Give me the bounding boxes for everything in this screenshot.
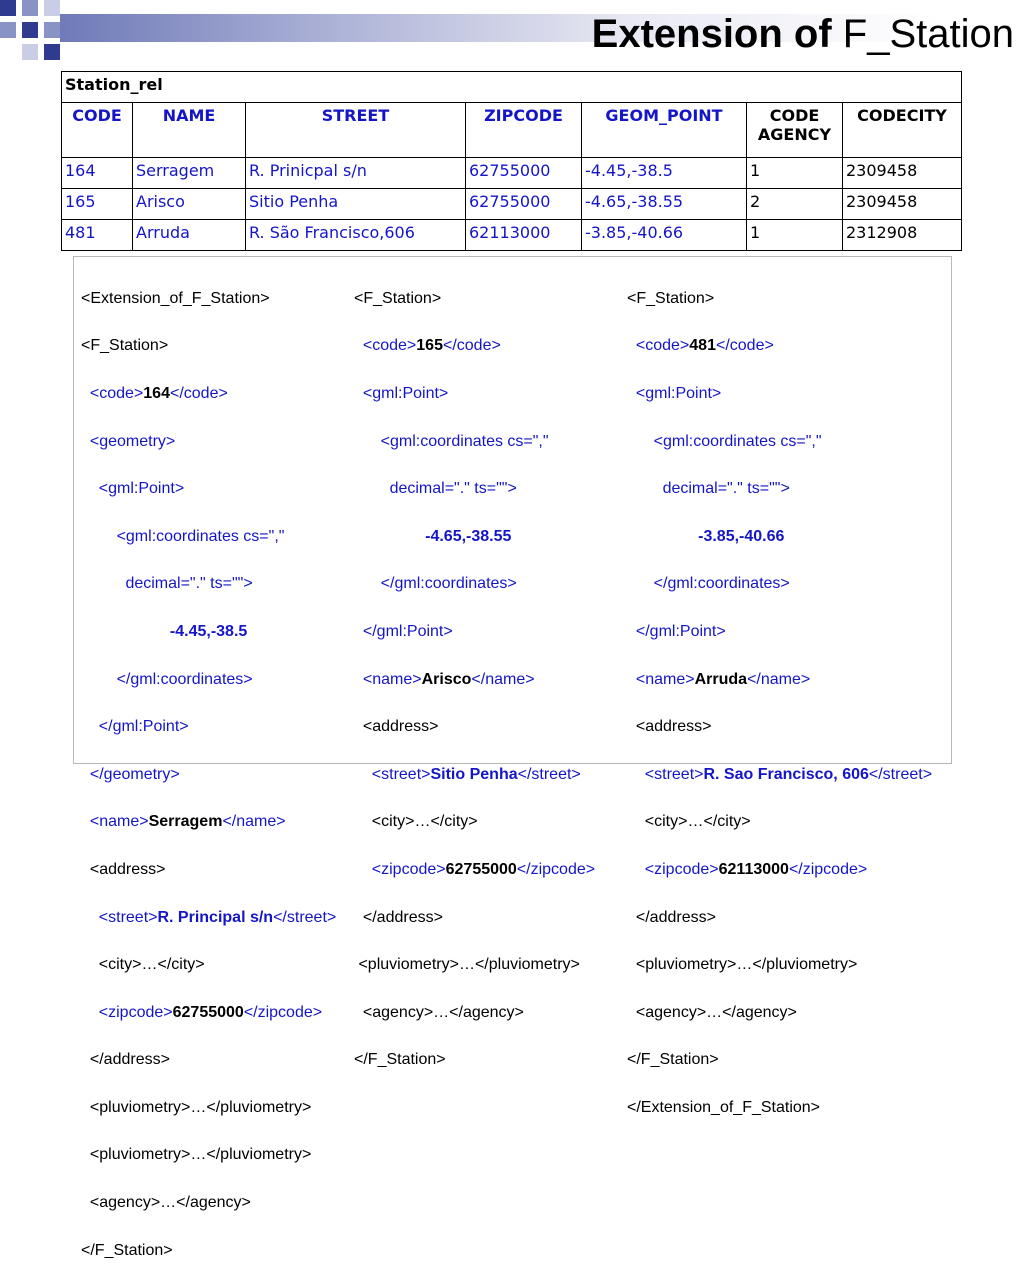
xml-line (627, 477, 932, 501)
xml-line (81, 763, 336, 787)
xml-token: 62755000 (445, 860, 517, 878)
xml-token: -4.65,-38.55 (425, 527, 512, 545)
xml-token: </code> (715, 337, 774, 355)
xml-token: <F_Station> (627, 289, 715, 307)
xml-token: <agency>…</agency> (89, 1194, 251, 1212)
column-header: ZIPCODE (466, 103, 582, 158)
xml-token: <gml:coordinates cs="," (653, 432, 822, 450)
xml-column-serragem (81, 263, 336, 1286)
xml-line (627, 620, 932, 644)
xml-token: </gml:coordinates> (653, 575, 790, 593)
table-cell: -3.85,-40.66 (582, 220, 747, 251)
xml-token: <pluviometry>…</pluviometry> (358, 956, 580, 974)
xml-line (81, 382, 336, 406)
xml-line (81, 1048, 336, 1072)
xml-token: <code> (635, 337, 690, 355)
xml-token: <gml:coordinates cs="," (116, 527, 285, 545)
xml-line (81, 810, 336, 834)
xml-token: Arruda (694, 670, 748, 688)
xml-token: <geometry> (89, 432, 176, 450)
xml-line (627, 334, 932, 358)
xml-line (627, 810, 932, 834)
xml-line (627, 953, 932, 977)
xml-line (81, 858, 336, 882)
xml-token: <city>…</city> (98, 956, 205, 974)
xml-token: </street> (517, 765, 581, 783)
xml-column-arruda (627, 263, 932, 1143)
xml-token: </name> (471, 670, 535, 688)
xml-line (354, 1048, 595, 1072)
column-header: CODECITY (843, 103, 962, 158)
xml-line (354, 810, 595, 834)
xml-token: <name> (362, 670, 422, 688)
column-header (747, 103, 843, 158)
xml-line (354, 382, 595, 406)
xml-token: <gml:Point> (362, 384, 449, 402)
xml-line (627, 525, 932, 549)
xml-token: 165 (416, 337, 443, 355)
table-cell: -4.45,-38.5 (582, 158, 747, 189)
xml-token: </name> (222, 813, 286, 831)
deco-square (0, 0, 16, 16)
xml-token: </address> (635, 908, 716, 926)
xml-token: <gml:Point> (635, 384, 722, 402)
xml-token: <street> (98, 908, 158, 926)
xml-token: <city>…</city> (371, 813, 478, 831)
table-cell: 1 (747, 158, 843, 189)
table-cell: 2 (747, 189, 843, 220)
xml-token: </name> (747, 670, 811, 688)
table-header-row (62, 103, 962, 158)
table-cell: 62755000 (466, 158, 582, 189)
column-header: CODE (62, 103, 133, 158)
xml-token: <name> (635, 670, 695, 688)
table-cell: 481 (62, 220, 133, 251)
table-row (62, 220, 962, 251)
xml-token: <pluviometry>…</pluviometry> (89, 1098, 312, 1116)
xml-token: </gml:Point> (362, 622, 453, 640)
xml-line (81, 334, 336, 358)
xml-line (354, 287, 595, 311)
xml-token: decimal="." ts=""> (389, 480, 517, 498)
xml-token: 481 (689, 337, 716, 355)
xml-token: </gml:Point> (98, 718, 189, 736)
xml-token: <address> (635, 718, 712, 736)
column-header: GEOM_POINT (582, 103, 747, 158)
xml-token: <gml:Point> (98, 480, 185, 498)
table-cell: Arruda (133, 220, 246, 251)
deco-square (0, 22, 16, 38)
xml-token: <Extension_of_F_Station> (81, 289, 270, 307)
table-cell: 1 (747, 220, 843, 251)
xml-token: <agency>…</agency> (635, 1003, 797, 1021)
xml-token: <street> (644, 765, 704, 783)
xml-token: 62755000 (172, 1003, 244, 1021)
xml-line (81, 620, 336, 644)
xml-token: decimal="." ts=""> (125, 575, 253, 593)
xml-token: <name> (89, 813, 149, 831)
xml-column-arisco (354, 263, 595, 1096)
table-cell: Arisco (133, 189, 246, 220)
xml-line (354, 334, 595, 358)
table-cell: Serragem (133, 158, 246, 189)
xml-line (81, 715, 336, 739)
slide-title (592, 12, 1014, 57)
xml-token: <F_Station> (81, 337, 169, 355)
table-cell: R. São Francisco,606 (246, 220, 466, 251)
xml-line (354, 620, 595, 644)
xml-token: </street> (273, 908, 337, 926)
header-word: CODE (769, 106, 820, 125)
xml-token: </zipcode> (516, 860, 596, 878)
xml-token: </gml:coordinates> (380, 575, 517, 593)
xml-line (354, 858, 595, 882)
xml-token: </zipcode> (788, 860, 868, 878)
xml-token: <F_Station> (354, 289, 442, 307)
deco-square (22, 22, 38, 38)
xml-token: </code> (442, 337, 501, 355)
xml-token: Serragem (148, 813, 223, 831)
xml-token: </F_Station> (354, 1051, 446, 1069)
table-cell: R. Prinicpal s/n (246, 158, 466, 189)
xml-line (81, 287, 336, 311)
table-cell: 2312908 (843, 220, 962, 251)
xml-line (354, 763, 595, 787)
xml-line (81, 906, 336, 930)
deco-square (22, 0, 38, 16)
xml-token: </gml:coordinates> (116, 670, 253, 688)
xml-token: </F_Station> (627, 1051, 719, 1069)
xml-token: 164 (143, 384, 170, 402)
deco-square (44, 0, 60, 16)
xml-token: R. Principal s/n (157, 908, 274, 926)
xml-token: <gml:coordinates cs="," (380, 432, 549, 450)
table-cell: 165 (62, 189, 133, 220)
xml-line (354, 572, 595, 596)
xml-token: </zipcode> (243, 1003, 323, 1021)
xml-token: decimal="." ts=""> (662, 480, 790, 498)
xml-token: <pluviometry>…</pluviometry> (635, 956, 858, 974)
deco-square (22, 44, 38, 60)
xml-line (354, 477, 595, 501)
xml-line (81, 1239, 336, 1263)
xml-line (354, 953, 595, 977)
xml-line (627, 668, 932, 692)
xml-line (627, 1096, 932, 1120)
xml-line (627, 858, 932, 882)
table-cell: 164 (62, 158, 133, 189)
xml-token: <zipcode> (98, 1003, 173, 1021)
xml-line (627, 287, 932, 311)
xml-line (81, 477, 336, 501)
xml-line (354, 430, 595, 454)
xml-line (627, 1048, 932, 1072)
xml-line (627, 763, 932, 787)
table-cell: -4.65,-38.55 (582, 189, 747, 220)
table-cell: 2309458 (843, 189, 962, 220)
xml-line (81, 525, 336, 549)
xml-token: <code> (362, 337, 417, 355)
xml-line (354, 525, 595, 549)
table-cell: 62113000 (466, 220, 582, 251)
xml-line (81, 668, 336, 692)
xml-line (627, 906, 932, 930)
xml-line (354, 668, 595, 692)
table-row (62, 158, 962, 189)
xml-token: <zipcode> (371, 860, 446, 878)
slide-title-rest: F_Station (831, 12, 1014, 56)
xml-token: </street> (868, 765, 933, 783)
xml-token: </geometry> (89, 765, 180, 783)
deco-square (44, 44, 60, 60)
xml-line (627, 1001, 932, 1025)
slide-title-bold: Extension of (591, 12, 832, 56)
table-cell: Sitio Penha (246, 189, 466, 220)
xml-line (81, 1096, 336, 1120)
xml-line (81, 1001, 336, 1025)
xml-token: <address> (89, 860, 166, 878)
xml-line (81, 430, 336, 454)
xml-token: </address> (362, 908, 443, 926)
xml-token: </F_Station> (81, 1241, 173, 1259)
xml-token: </address> (89, 1051, 170, 1069)
xml-token: <zipcode> (644, 860, 719, 878)
xml-token: </code> (169, 384, 228, 402)
xml-line (81, 572, 336, 596)
xml-token: Arisco (421, 670, 472, 688)
table-caption: Station_rel (62, 72, 962, 103)
xml-token: <code> (89, 384, 144, 402)
xml-token: -4.45,-38.5 (169, 622, 248, 640)
xml-token: <pluviometry>…</pluviometry> (89, 1146, 312, 1164)
xml-token: <address> (362, 718, 439, 736)
xml-line (81, 1143, 336, 1167)
xml-line (81, 1191, 336, 1215)
xml-token: </gml:Point> (635, 622, 726, 640)
deco-square (44, 22, 60, 38)
xml-token: -3.85,-40.66 (698, 527, 785, 545)
xml-line (627, 382, 932, 406)
xml-token: <street> (371, 765, 431, 783)
xml-token: <city>…</city> (644, 813, 751, 831)
xml-token: Sitio Penha (430, 765, 518, 783)
column-header: STREET (246, 103, 466, 158)
xml-line (627, 572, 932, 596)
xml-line (354, 1001, 595, 1025)
column-header: NAME (133, 103, 246, 158)
xml-token: </Extension_of_F_Station> (627, 1098, 821, 1116)
table-row (62, 189, 962, 220)
xml-line (354, 906, 595, 930)
table-cell: 62755000 (466, 189, 582, 220)
station-rel-table (61, 71, 962, 251)
xml-token: <agency>…</agency> (362, 1003, 524, 1021)
xml-token: 62113000 (718, 860, 789, 878)
xml-line (354, 715, 595, 739)
xml-token: R. Sao Francisco, 606 (703, 765, 869, 783)
xml-line (81, 953, 336, 977)
xml-line (627, 430, 932, 454)
table-cell: 2309458 (843, 158, 962, 189)
header-word: AGENCY (757, 125, 832, 144)
xml-line (627, 715, 932, 739)
